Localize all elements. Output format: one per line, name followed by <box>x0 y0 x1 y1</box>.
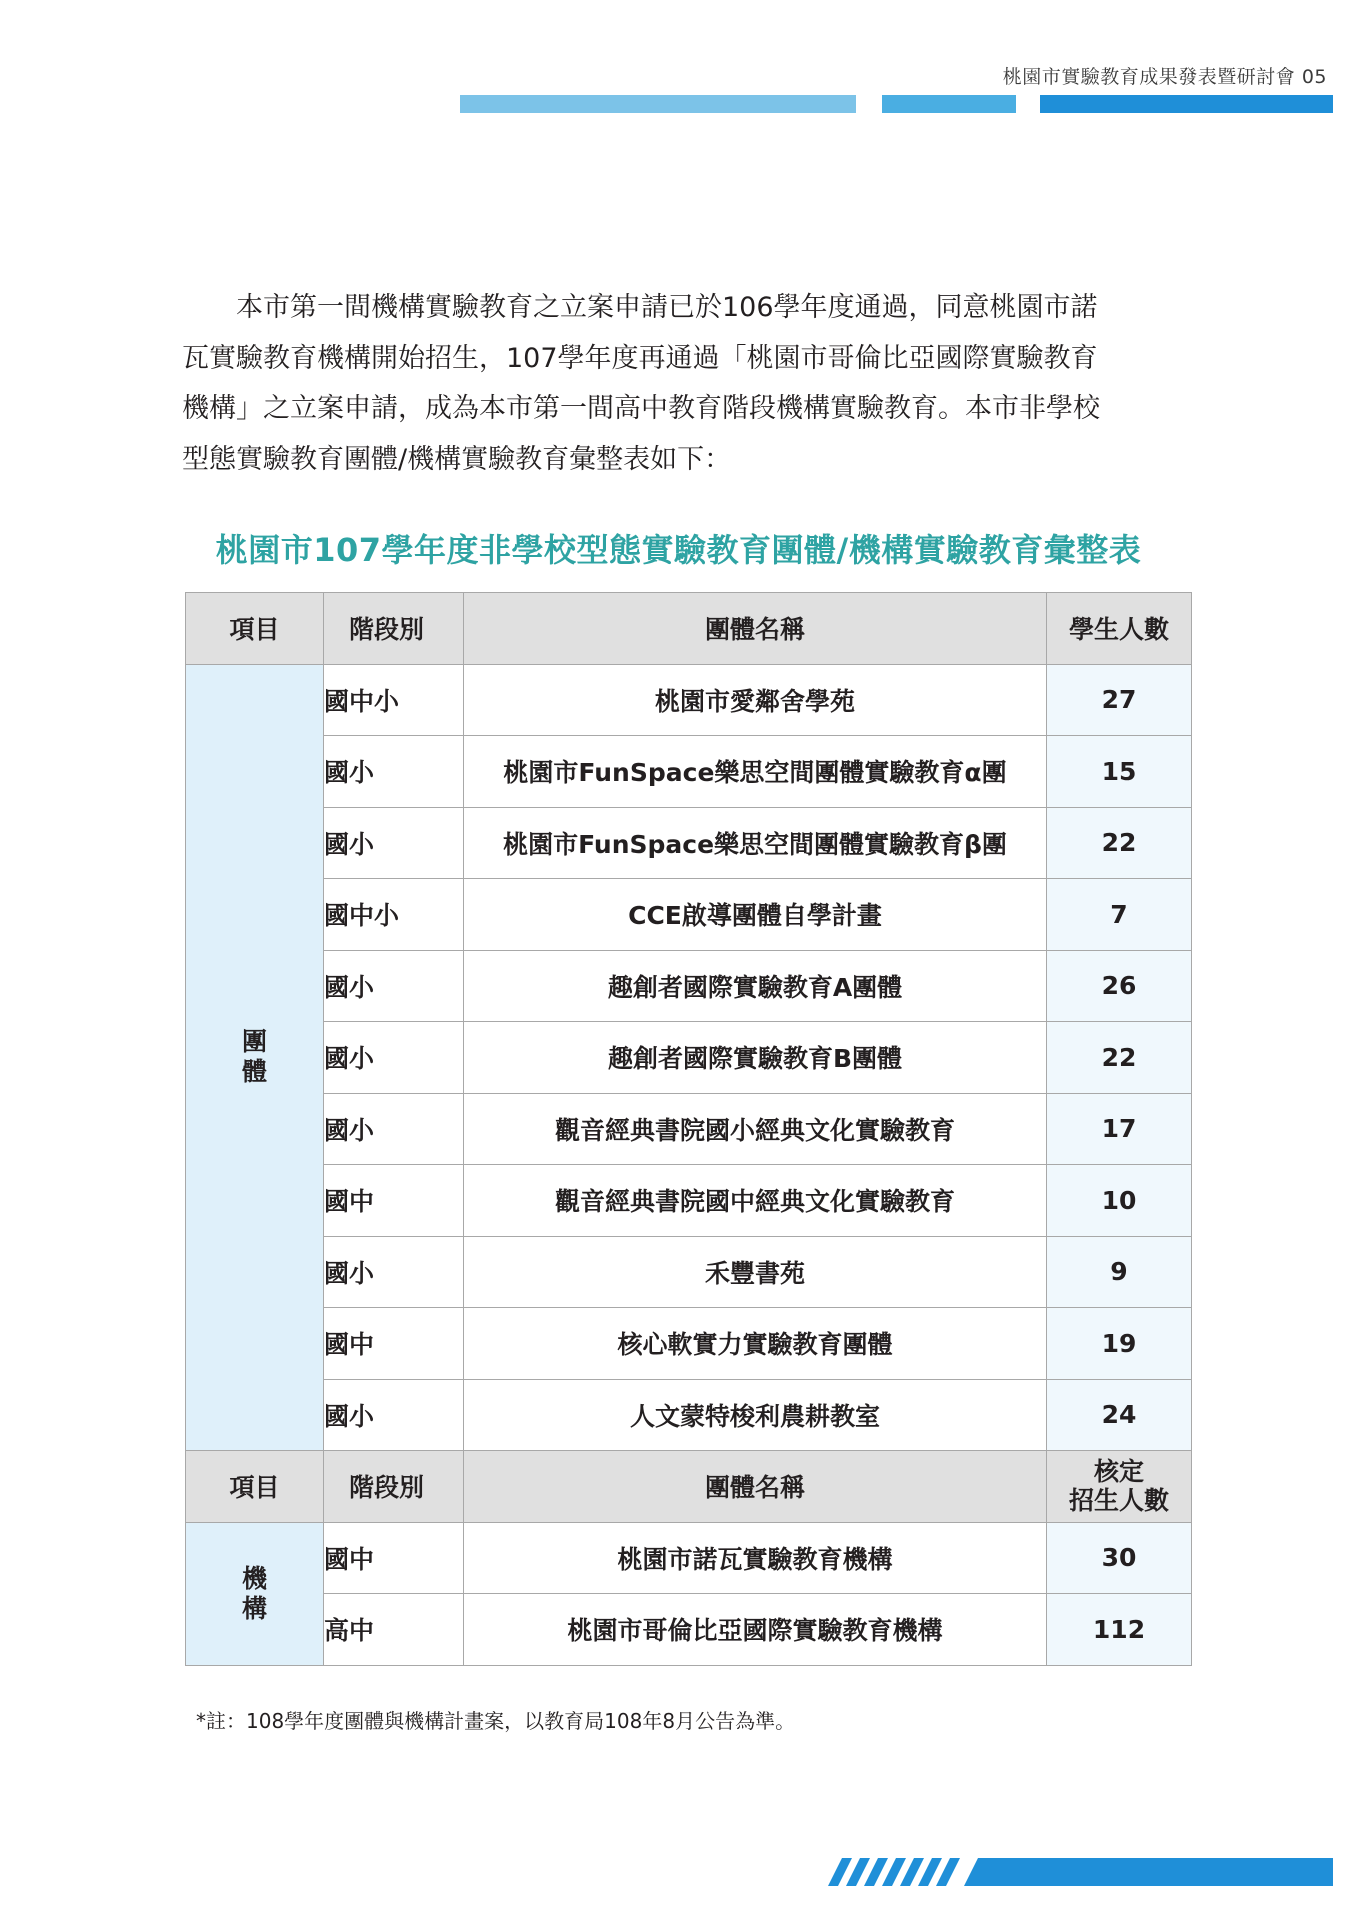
cell-stage: 國小 <box>324 1093 464 1165</box>
header-approved-count-line2: 招生人數 <box>1068 1486 1169 1516</box>
paragraph-line: 瓦實驗教育機構開始招生，107學年度再通過「桃園市哥倫比亞國際實驗教育 <box>182 342 1098 374</box>
running-header-title: 桃園市實驗教育成果發表暨研討會 05 <box>1002 66 1327 88</box>
category-institution-label: 機構 <box>241 1563 267 1623</box>
table-row <box>186 1594 1192 1666</box>
cell-count: 26 <box>1047 950 1192 1022</box>
cell-stage: 國中 <box>324 1165 464 1237</box>
cell-stage: 國小 <box>324 1379 464 1451</box>
cell-name: 觀音經典書院國小經典文化實驗教育 <box>464 1093 1047 1165</box>
footnote: *註：108學年度團體與機構計畫案，以教育局108年8月公告為準。 <box>196 1709 796 1733</box>
table-row <box>186 879 1192 951</box>
cell-name: CCE啟導團體自學計畫 <box>464 879 1047 951</box>
cell-stage: 國小 <box>324 1022 464 1094</box>
cell-count: 22 <box>1047 1022 1192 1094</box>
cell-stage: 國中 <box>324 1522 464 1594</box>
cell-name: 桃園市愛鄰舍學苑 <box>464 664 1047 736</box>
table-row <box>186 664 1192 736</box>
cell-stage: 國中小 <box>324 879 464 951</box>
table-row <box>186 1022 1192 1094</box>
cell-stage: 國中 <box>324 1308 464 1380</box>
cell-stage: 國小 <box>324 736 464 808</box>
cell-name: 趣創者國際實驗教育A團體 <box>464 950 1047 1022</box>
cell-count: 112 <box>1047 1594 1192 1666</box>
table-row <box>186 1522 1192 1594</box>
cell-name: 桃園市哥倫比亞國際實驗教育機構 <box>464 1594 1047 1666</box>
paragraph-line: 機構」之立案申請，成為本市第一間高中教育階段機構實驗教育。本市非學校 <box>182 393 1100 424</box>
cell-count: 22 <box>1047 807 1192 879</box>
cell-name: 桃園市FunSpace樂思空間團體實驗教育β團 <box>464 807 1047 879</box>
cell-count: 9 <box>1047 1236 1192 1308</box>
header-approved-count <box>1047 1451 1192 1523</box>
header-count: 學生人數 <box>1047 593 1192 665</box>
cell-name: 桃園市諾瓦實驗教育機構 <box>464 1522 1047 1594</box>
footer-stripes <box>828 1858 1333 1886</box>
table-row <box>186 1379 1192 1451</box>
cell-count: 19 <box>1047 1308 1192 1380</box>
category-group <box>186 664 324 1451</box>
cell-name: 核心軟實力實驗教育團體 <box>464 1308 1047 1380</box>
header-bar-dark <box>1040 95 1333 113</box>
header-approved-count-line1: 核定 <box>1093 1457 1144 1487</box>
table-row <box>186 1308 1192 1380</box>
summary-table <box>185 592 1192 1666</box>
cell-count: 30 <box>1047 1522 1192 1594</box>
header-bar-medium <box>882 95 1016 113</box>
category-group-label: 團體 <box>241 1027 267 1087</box>
table-header-row <box>186 593 1192 665</box>
cell-count: 27 <box>1047 664 1192 736</box>
header-stage: 階段別 <box>324 1451 464 1523</box>
table-row <box>186 807 1192 879</box>
cell-stage: 國小 <box>324 1236 464 1308</box>
cell-count: 10 <box>1047 1165 1192 1237</box>
table-row <box>186 1093 1192 1165</box>
stripe-bar <box>964 1858 1333 1886</box>
cell-stage: 國小 <box>324 950 464 1022</box>
cell-name: 觀音經典書院國中經典文化實驗教育 <box>464 1165 1047 1237</box>
cell-count: 17 <box>1047 1093 1192 1165</box>
cell-stage: 國小 <box>324 807 464 879</box>
cell-name: 趣創者國際實驗教育B團體 <box>464 1022 1047 1094</box>
header-name: 團體名稱 <box>464 593 1047 665</box>
paragraph-line: 型態實驗教育團體/機構實驗教育彙整表如下： <box>182 443 732 475</box>
cell-stage: 國中小 <box>324 664 464 736</box>
table-row <box>186 736 1192 808</box>
intro-paragraph <box>182 283 1182 485</box>
cell-name: 桃園市FunSpace樂思空間團體實驗教育α團 <box>464 736 1047 808</box>
cell-count: 7 <box>1047 879 1192 951</box>
paragraph-line: 本市第一間機構實驗教育之立案申請已於106學年度通過，同意桃園市諾 <box>182 292 1098 323</box>
header-item: 項目 <box>186 593 324 665</box>
cell-stage: 高中 <box>324 1594 464 1666</box>
header-stage: 階段別 <box>324 593 464 665</box>
header-item: 項目 <box>186 1451 324 1523</box>
table-row <box>186 1236 1192 1308</box>
cell-name: 禾豐書苑 <box>464 1236 1047 1308</box>
header-bar-light <box>460 95 856 113</box>
table-row <box>186 1165 1192 1237</box>
table-row <box>186 950 1192 1022</box>
cell-count: 15 <box>1047 736 1192 808</box>
cell-count: 24 <box>1047 1379 1192 1451</box>
cell-name: 人文蒙特梭利農耕教室 <box>464 1379 1047 1451</box>
category-institution <box>186 1522 324 1665</box>
table-header-row-institution <box>186 1451 1192 1523</box>
table-title: 桃園市107學年度非學校型態實驗教育團體/機構實驗教育彙整表 <box>215 531 1142 569</box>
header-name: 團體名稱 <box>464 1451 1047 1523</box>
